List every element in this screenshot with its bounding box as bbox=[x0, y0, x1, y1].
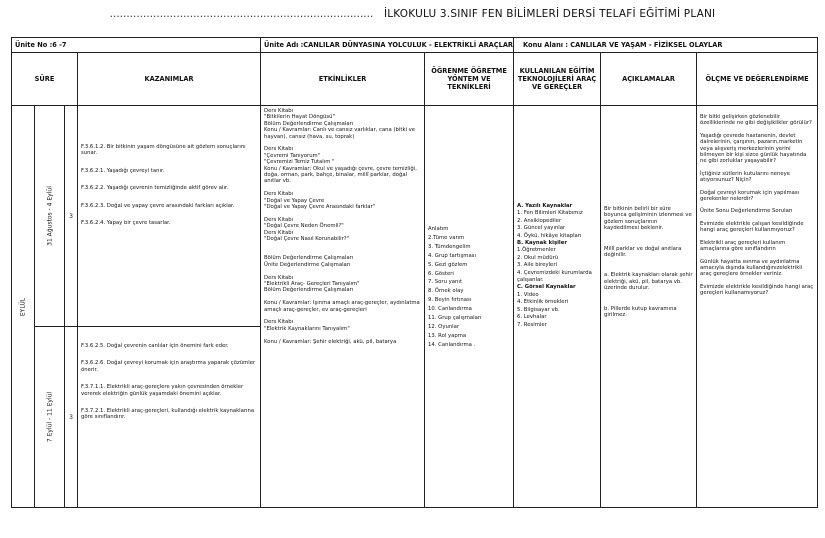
arac-item: 1.Öğretmenler bbox=[517, 247, 556, 254]
arac-item: A. Yazılı Kaynaklar bbox=[517, 203, 573, 209]
olcme-question: Evimizde elektrikle kesildiğinde hangi araç gereçleri kullanamıyoruz? bbox=[700, 283, 814, 297]
etkinlik-line: Bölüm Değerlendirme Çalışmaları bbox=[264, 120, 354, 127]
header-etkinlikler: ETKİNLİKLER bbox=[261, 53, 425, 106]
aciklama-item: Bir bitkinin belirli bir süre boyunca gelişiminin izlenmesi ve gözlem sonuçlarının kaydedilmesi beklenir. bbox=[604, 206, 692, 232]
week1-kazanimlar bbox=[78, 106, 261, 327]
week2-dates: 7 Eylül - 11 Eylül bbox=[46, 391, 53, 443]
week2-dates-cell bbox=[35, 327, 65, 508]
olcme-question: Evimizde elektrikle çalışan kesildiğinde hangi araç gereçleri kullanmıyoruz? bbox=[700, 220, 804, 234]
yontem-item: 7. Soru yanıt bbox=[428, 279, 462, 286]
olcme-question: Bir bitki gelişirken gözlenebilir özelliklerinde ne gibi değişiklikler görülür? bbox=[700, 114, 812, 127]
kazanim-item: F.3.6.2.1. Yaşadığı çevreyi tanır. bbox=[81, 167, 165, 174]
header-olcme: ÖLÇME VE DEĞERLENDİRME bbox=[697, 53, 818, 106]
olcme-question: Doğal çevreyi korumak için yapılması gerekenler nelerdir? bbox=[700, 189, 800, 203]
header-row bbox=[12, 53, 818, 106]
week2-kazanimlar bbox=[78, 327, 261, 508]
arac-item: 1. Video bbox=[517, 291, 539, 298]
week1-dates: 31 Ağustos - 4 Eylül bbox=[46, 186, 53, 246]
arac-cell bbox=[514, 106, 601, 508]
yontem-item: 3. Tümdengelim bbox=[428, 243, 471, 250]
etkinlik-line: Konu / Kavramlar: Şehir elektriği, akü, pil, batarya bbox=[264, 338, 397, 345]
olcme-question: Günlük hayatta ısınma ve aydınlatma amacıyla dışında kullandığınızelektrikli araç gereçlere örnekler veriniz. bbox=[700, 258, 803, 278]
kazanim-item: F.3.6.1.2. Bir bitkinin yaşam döngüsüne ait gözlem sonuçlarını sunar. bbox=[81, 144, 246, 157]
aciklama-item: Millî parklar ve doğal anıtlara değinilir. bbox=[604, 245, 682, 259]
etkinlik-line: Ders Kitabı bbox=[264, 191, 294, 198]
unit-row bbox=[12, 38, 818, 53]
aciklama-item: a. Elektrik kaynakları olarak şehir elektriği, akü, pil, batarya vb. üzerinde durulur. bbox=[604, 272, 693, 292]
etkinlik-line: Ders Kitabı bbox=[264, 229, 294, 236]
header-arac: KULLANILAN EĞİTİM TEKNOLOJİLERİ ARAÇ VE GEREÇLER bbox=[514, 53, 601, 106]
arac-item: 4. Öykü, hikâye kitapları bbox=[517, 232, 582, 239]
etkinlik-line: "Elektrik Kaynaklarını Tanıyalım" bbox=[264, 325, 350, 332]
etkinlik-line: "Doğal ve Yapay Çevre Arasındaki farklar" bbox=[264, 204, 376, 211]
etkinlik-line: Ders Kitabı bbox=[264, 216, 294, 223]
etkinlik-line: "Çevremizi Temiz Tutalım " bbox=[264, 159, 335, 166]
kazanim-item: F.3.7.1.1. Elektrikli araç-gereçlere yakın çevresinden örnekler vererek elektriğin günlük yaşamdaki önemini açıklar. bbox=[81, 384, 244, 397]
week1-row bbox=[12, 106, 818, 327]
arac-item: 7. Resimler bbox=[517, 321, 547, 328]
arac-item: 3. Aile bireyleri bbox=[517, 262, 557, 269]
etkinlik-line: Ders Kitabı bbox=[264, 319, 294, 326]
etkinlikler-cell bbox=[261, 106, 425, 508]
arac-item: 4. Çevremizdeki kurumlarda bbox=[517, 269, 592, 276]
olcme-question: İçtiğiniz sütlerin kutularını neneye atıyorsunuz? Niçin? bbox=[700, 170, 791, 184]
header-aciklamalar: AÇIKLAMALAR bbox=[601, 53, 697, 106]
arac-item: 5. Bilgisayar vb. bbox=[517, 306, 560, 313]
kazanim-item: F.3.6.2.2. Yaşadığı çevrenin temizliğinde aktif görev alır. bbox=[81, 185, 229, 192]
etkinlik-line: Bölüm Değerlendirme Çalışmaları bbox=[264, 255, 354, 262]
kazanim-item: F.3.6.2.3. Doğal ve yapay çevre arasındaki farkları açıklar. bbox=[81, 202, 235, 209]
etkinlik-line: Konu / Kavramlar: Okul ve yaşadığı çevre, çevre temizliği, doğa, orman, park, bahçe, binalar, millî parklar, doğal anıtlar vb. bbox=[264, 165, 417, 185]
week2-hours: 3 bbox=[65, 327, 78, 508]
kazanim-item: F.3.6.2.6. Doğal çevreyi korumak için araştırma yaparak çözümler önerir. bbox=[81, 360, 256, 373]
plan-table bbox=[11, 37, 818, 508]
week1-hours: 3 bbox=[65, 106, 78, 327]
unit-name: Ünite Adı :CANLILAR DÜNYASINA YOLCULUK - ELEKTRİKLİ ARAÇLAR bbox=[261, 38, 514, 53]
arac-item: B. Kaynak kişiler bbox=[517, 240, 567, 247]
etkinlik-line: Ünite Değerlendirme Çalışmaları bbox=[264, 261, 351, 268]
etkinlik-line: "Çevremi Tanıyorum" bbox=[264, 152, 321, 159]
yontem-item: 4. Grup tartışması bbox=[428, 252, 476, 259]
etkinlik-line: "Bitkilerin Hayat Döngüsü" bbox=[264, 114, 335, 121]
etkinlik-line: Ders Kitabı bbox=[264, 274, 294, 281]
arac-item: 1. Fen Bilimleri Kitabımız bbox=[517, 210, 583, 217]
yontem-cell bbox=[425, 106, 514, 508]
month-cell bbox=[12, 106, 35, 508]
header-kazanimlar: KAZANIMLAR bbox=[78, 53, 261, 106]
yontem-item: 9. Beyin fırtınası bbox=[428, 297, 472, 304]
etkinlik-line: "Doğal Çevre Neden Önemli?" bbox=[264, 223, 344, 230]
month-label: EYLÜL bbox=[19, 297, 27, 316]
yontem-item: 11. Grup çalışmaları bbox=[428, 315, 482, 322]
kazanim-item: F.3.7.2.1. Elektrikli araç-gereçleri, kullandığı elektrik kaynaklarına göre sınıflandırır. bbox=[81, 408, 255, 421]
school-name-blank: ............................................................................... bbox=[109, 8, 374, 20]
etkinlik-line: "Doğal Çevre Nasıl Korunabilir?" bbox=[264, 236, 350, 243]
aciklamalar-cell bbox=[601, 106, 697, 508]
yontem-item: 14. Canlandırma . bbox=[428, 341, 476, 348]
olcme-question: Ünite Sonu Değerlendirme Soruları bbox=[700, 208, 793, 215]
topic-area: Konu Alanı : CANLILAR VE YAŞAM - FİZİKSEL OLAYLAR bbox=[514, 38, 818, 53]
unit-number: Ünite No :6 -7 bbox=[12, 38, 261, 53]
arac-item: 6. Levhalar bbox=[517, 314, 547, 321]
arac-item: 4. Etkinlik örnekleri bbox=[517, 299, 569, 306]
arac-item: C. Görsel Kaynaklar bbox=[517, 284, 576, 291]
week1-dates-cell bbox=[35, 106, 65, 327]
yontem-item: 2.Tüme varım bbox=[428, 234, 465, 241]
etkinlik-line: Bölüm Değerlendirme Çalışmaları bbox=[264, 287, 354, 294]
olcme-question: Yaşadığı çevrede hastanenin, devlet dairelerinin, çarşının, pazarın,marketin veya alışveriş merkezlerinin yerini bilmeyen bir kişi sizce günlük hayatında ne gibi zorluklar yaşayabilir? bbox=[700, 132, 807, 165]
arac-item: 2. Ansiklopediler bbox=[517, 217, 562, 224]
arac-item: 2. Okul müdürü bbox=[517, 254, 559, 261]
yontem-item: 5. Gezi gözlem bbox=[428, 261, 468, 268]
etkinlik-line: Ders Kitabı bbox=[264, 146, 294, 153]
plan-title: İLKOKULU 3.SINIF FEN BİLİMLERİ DERSİ TELAFİ EĞİTİMİ PLANI bbox=[383, 8, 716, 20]
olcme-cell bbox=[697, 106, 818, 508]
yontem-item: 13. Rol yapma bbox=[428, 332, 467, 339]
yontem-item: 10. Canlandırma bbox=[428, 306, 472, 313]
header-sure: SÜRE bbox=[12, 53, 78, 106]
yontem-item: Anlatım bbox=[428, 226, 449, 232]
olcme-question: Elektrikli araç gereçleri kullanım amaçlarına göre sınıflandırın bbox=[700, 239, 786, 253]
arac-item: çalışanlar. bbox=[517, 277, 544, 284]
header-yontem: ÖĞRENME ÖĞRETME YÖNTEM VE TEKNİKLERİ bbox=[425, 53, 514, 106]
aciklama-item: b. Pillerde kutup kavramına girilmez. bbox=[604, 305, 677, 319]
yontem-item: 6. Gösteri bbox=[428, 270, 454, 277]
kazanim-item: F.3.6.2.4. Yapay bir çevre tasarlar. bbox=[81, 220, 171, 227]
etkinlik-line: "Doğal ve Yapay Çevre bbox=[264, 197, 325, 204]
yontem-item: 12. Oyunlar bbox=[428, 323, 460, 330]
etkinlik-line: Konu / Kavramlar: Işınma amaçlı araç-gereçler, aydınlatma amaçlı araç-gereçler, ev araç-gereçleri bbox=[264, 300, 420, 313]
etkinlik-line: Ders Kitabı bbox=[264, 108, 294, 114]
etkinlik-line: Konu / Kavramlar: Canlı ve cansız varlıklar, cana (bitki ve hayvan), cansız (hava, su, toprak) bbox=[264, 127, 416, 140]
yontem-item: 8. Örnek olay bbox=[428, 288, 464, 295]
arac-item: 3. Güncel yayınlar bbox=[517, 225, 566, 232]
etkinlik-line: "Elektrikli Araç- Gereçleri Tanıyalım" bbox=[264, 280, 360, 287]
kazanim-item: F.3.6.2.5. Doğal çevrenin canlılar için önemini fark eder. bbox=[81, 343, 229, 349]
page-title bbox=[0, 8, 825, 20]
